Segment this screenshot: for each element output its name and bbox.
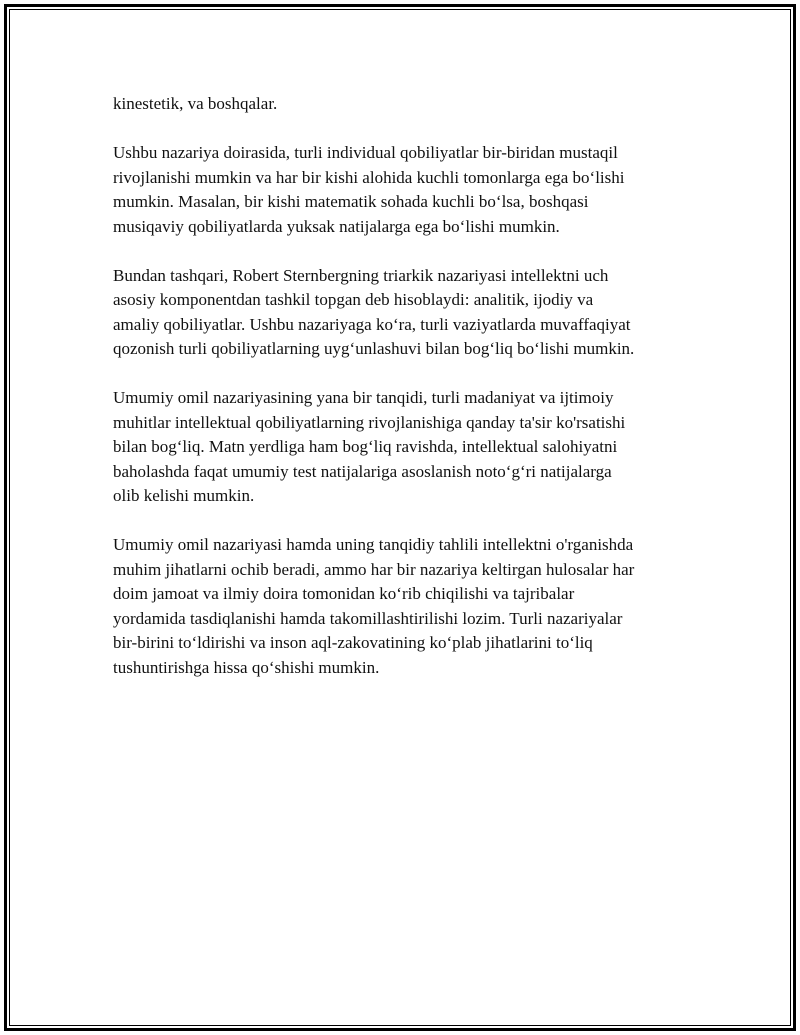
text-line: muhim jihatlarni ochib beradi, ammo har bir nazariya keltirgan hulosalar har: [113, 559, 635, 579]
text-line: asosiy komponentdan tashkil topgan deb hisoblaydi: analitik, ijodiy va: [113, 290, 594, 309]
text-line: muhitlar intellektual qobiliyatlarning rivojlanishiga qanday ta'sir ko'rsatishi: [113, 412, 626, 432]
text-line: bir-birini to‘ldirishi va inson aql-zakovatining ko‘plab jihatlarini to‘liq: [113, 633, 593, 652]
text-line: olib kelishi mumkin.: [113, 486, 255, 505]
text-line: amaliy qobiliyatlar. Ushbu nazariyaga ko‘ra, turli vaziyatlarda muvaffaqiyat: [113, 314, 631, 334]
text-line: Umumiy omil nazariyasining yana bir tanqidi, turli madaniyat va ijtimoiy: [113, 388, 614, 407]
text-line: yordamida tasdiqlanishi hamda takomillashtirilishi lozim. Turli nazariyalar: [113, 608, 623, 628]
text-line: musiqaviy qobiliyatlarda yuksak natijalarga ega bo‘lishi mumkin.: [113, 216, 560, 236]
text-line: Bundan tashqari, Robert Sternbergning triarkik nazariyasi intellektni uch: [113, 265, 609, 285]
document-body: [113, 92, 693, 705]
paragraph-5: [113, 533, 693, 680]
text-line: tushuntirishga hissa qo‘shishi mumkin.: [113, 657, 380, 677]
text-line: doim jamoat va ilmiy doira tomonidan ko‘rib chiqilishi va tajribalar: [113, 584, 575, 603]
text-line: Ushbu nazariya doirasida, turli individual qobiliyatlar bir-biridan mustaqil: [113, 143, 618, 162]
text-line: qozonish turli qobiliyatlarning uyg‘unlashuvi bilan bog‘liq bo‘lishi mumkin.: [113, 339, 635, 358]
text-line: kinestetik, va boshqalar.: [113, 94, 278, 113]
paragraph-3: [113, 264, 693, 362]
paragraph-1: [113, 92, 693, 117]
paragraph-2: [113, 141, 693, 239]
text-line: rivojlanishi mumkin va har bir kishi alohida kuchli tomonlarga ega bo‘lishi: [113, 167, 625, 187]
paragraph-4: [113, 386, 693, 509]
text-line: baholashda faqat umumiy test natijalariga asoslanish noto‘g‘ri natijalarga: [113, 461, 612, 481]
text-line: bilan bog‘liq. Matn yerdliga ham bog‘liq ravishda, intellektual salohiyatni: [113, 437, 618, 456]
text-line: Umumiy omil nazariyasi hamda uning tanqidiy tahlili intellektni o'rganishda: [113, 535, 634, 554]
text-line: mumkin. Masalan, bir kishi matematik sohada kuchli bo‘lsa, boshqasi: [113, 192, 589, 211]
